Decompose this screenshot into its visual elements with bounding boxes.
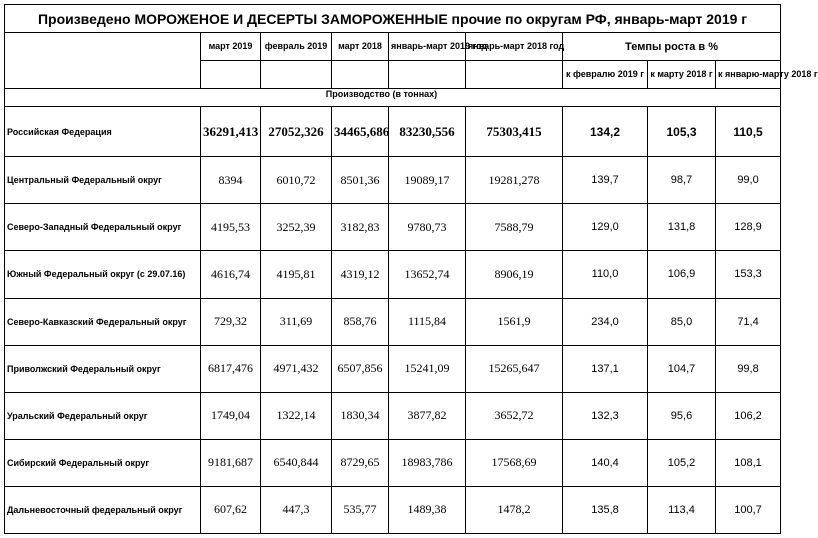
value-mar2018: 4319,12	[332, 251, 389, 298]
value-feb2019: 4971,432	[261, 345, 332, 392]
growth-g_mar: 98,7	[648, 157, 716, 204]
growth-g_mar: 105,2	[648, 439, 716, 486]
header-blank	[5, 61, 201, 89]
growth-g_jm: 100,7	[716, 486, 781, 533]
value-janmar2019: 3877,82	[389, 392, 466, 439]
growth-g_mar: 113,4	[648, 486, 716, 533]
table-row	[5, 439, 781, 486]
header-blank	[201, 61, 261, 89]
growth-g_feb: 129,0	[563, 204, 648, 251]
growth-g_jm: 106,2	[716, 392, 781, 439]
units-row	[5, 89, 781, 107]
value-janmar2018: 15265,647	[466, 345, 563, 392]
production-table	[4, 4, 818, 534]
growth-g_mar: 131,8	[648, 204, 716, 251]
value-janmar2019: 83230,556	[389, 107, 466, 157]
table-row	[5, 392, 781, 439]
col-header-mar2019: март 2019	[201, 33, 261, 61]
growth-g_jm: 153,3	[716, 251, 781, 298]
value-janmar2018: 1561,9	[466, 298, 563, 345]
value-feb2019: 6540,844	[261, 439, 332, 486]
value-mar2019: 6817,476	[201, 345, 261, 392]
value-janmar2019: 9780,73	[389, 204, 466, 251]
value-mar2018: 8501,36	[332, 157, 389, 204]
value-mar2018: 3182,83	[332, 204, 389, 251]
value-feb2019: 4195,81	[261, 251, 332, 298]
col-header-janmar2019: январь-март 2019 год	[389, 33, 466, 61]
value-mar2019: 9181,687	[201, 439, 261, 486]
region-name: Российская Федерация	[5, 107, 201, 157]
table-title: Произведено МОРОЖЕНОЕ И ДЕСЕРТЫ ЗАМОРОЖЕННЫЕ прочие по округам РФ, январь-март 2019 г	[5, 5, 781, 33]
value-mar2019: 729,32	[201, 298, 261, 345]
growth-g_mar: 104,7	[648, 345, 716, 392]
growth-g_feb: 139,7	[563, 157, 648, 204]
units-blank	[5, 89, 201, 107]
table-row-total	[5, 107, 781, 157]
value-janmar2019: 19089,17	[389, 157, 466, 204]
value-feb2019: 27052,326	[261, 107, 332, 157]
growth-g_feb: 134,2	[563, 107, 648, 157]
value-mar2018: 8729,65	[332, 439, 389, 486]
header-blank	[261, 61, 332, 89]
growth-g_jm: 99,0	[716, 157, 781, 204]
growth-g_mar: 106,9	[648, 251, 716, 298]
value-mar2018: 535,77	[332, 486, 389, 533]
table-row	[5, 345, 781, 392]
value-mar2019: 8394	[201, 157, 261, 204]
col-header-feb2019: февраль 2019	[261, 33, 332, 61]
value-janmar2018: 17568,69	[466, 439, 563, 486]
growth-g_jm: 99,8	[716, 345, 781, 392]
region-name: Южный Федеральный округ (с 29.07.16)	[5, 251, 201, 298]
region-name: Северо-Кавказский Федеральный округ	[5, 298, 201, 345]
header-blank	[389, 61, 466, 89]
units-label: Производство (в тоннах)	[201, 89, 563, 107]
header-blank	[332, 61, 389, 89]
growth-g_feb: 110,0	[563, 251, 648, 298]
col-header-growth-mar2018: к марту 2018 г	[648, 61, 716, 89]
value-janmar2019: 18983,786	[389, 439, 466, 486]
growth-g_feb: 135,8	[563, 486, 648, 533]
growth-g_mar: 95,6	[648, 392, 716, 439]
value-mar2018: 858,76	[332, 298, 389, 345]
table-row	[5, 204, 781, 251]
growth-g_mar: 105,3	[648, 107, 716, 157]
table-row	[5, 486, 781, 533]
value-mar2019: 4195,53	[201, 204, 261, 251]
value-janmar2019: 13652,74	[389, 251, 466, 298]
table-row	[5, 298, 781, 345]
value-janmar2018: 75303,415	[466, 107, 563, 157]
value-janmar2019: 1489,38	[389, 486, 466, 533]
value-janmar2018: 3652,72	[466, 392, 563, 439]
growth-g_feb: 137,1	[563, 345, 648, 392]
value-feb2019: 311,69	[261, 298, 332, 345]
value-feb2019: 3252,39	[261, 204, 332, 251]
region-name: Центральный Федеральный округ	[5, 157, 201, 204]
title-row	[5, 5, 781, 33]
value-mar2018: 6507,856	[332, 345, 389, 392]
header-row-1	[5, 33, 781, 61]
value-janmar2018: 1478,2	[466, 486, 563, 533]
units-blank	[563, 89, 781, 107]
growth-rates-title: Темпы роста в %	[563, 33, 781, 61]
region-name: Дальневосточный федеральный округ	[5, 486, 201, 533]
value-janmar2019: 15241,09	[389, 345, 466, 392]
value-mar2018: 1830,34	[332, 392, 389, 439]
growth-g_jm: 128,9	[716, 204, 781, 251]
region-name: Приволжский Федеральный округ	[5, 345, 201, 392]
growth-g_feb: 140,4	[563, 439, 648, 486]
region-name: Северо-Западный Федеральный округ	[5, 204, 201, 251]
header-blank	[5, 33, 201, 61]
region-name: Уральский Федеральный округ	[5, 392, 201, 439]
value-janmar2018: 19281,278	[466, 157, 563, 204]
growth-g_jm: 108,1	[716, 439, 781, 486]
growth-g_jm: 110,5	[716, 107, 781, 157]
header-row-2	[5, 61, 781, 89]
region-name: Сибирский Федеральный округ	[5, 439, 201, 486]
value-mar2019: 607,62	[201, 486, 261, 533]
growth-g_jm: 71,4	[716, 298, 781, 345]
col-header-mar2018: март 2018	[332, 33, 389, 61]
value-janmar2018: 7588,79	[466, 204, 563, 251]
value-mar2019: 36291,413	[201, 107, 261, 157]
value-mar2019: 1749,04	[201, 392, 261, 439]
table-row	[5, 251, 781, 298]
value-janmar2019: 1115,84	[389, 298, 466, 345]
value-mar2019: 4616,74	[201, 251, 261, 298]
header-blank	[466, 61, 563, 89]
col-header-janmar2018: январь-март 2018 год	[466, 33, 563, 61]
growth-g_mar: 85,0	[648, 298, 716, 345]
value-mar2018: 34465,686	[332, 107, 389, 157]
growth-g_feb: 234,0	[563, 298, 648, 345]
value-feb2019: 1322,14	[261, 392, 332, 439]
value-janmar2018: 8906,19	[466, 251, 563, 298]
col-header-growth-janmar2018: к январю-марту 2018 г	[716, 61, 781, 89]
table-row	[5, 157, 781, 204]
col-header-growth-feb2019: к февралю 2019 г	[563, 61, 648, 89]
growth-g_feb: 132,3	[563, 392, 648, 439]
value-feb2019: 6010,72	[261, 157, 332, 204]
value-feb2019: 447,3	[261, 486, 332, 533]
